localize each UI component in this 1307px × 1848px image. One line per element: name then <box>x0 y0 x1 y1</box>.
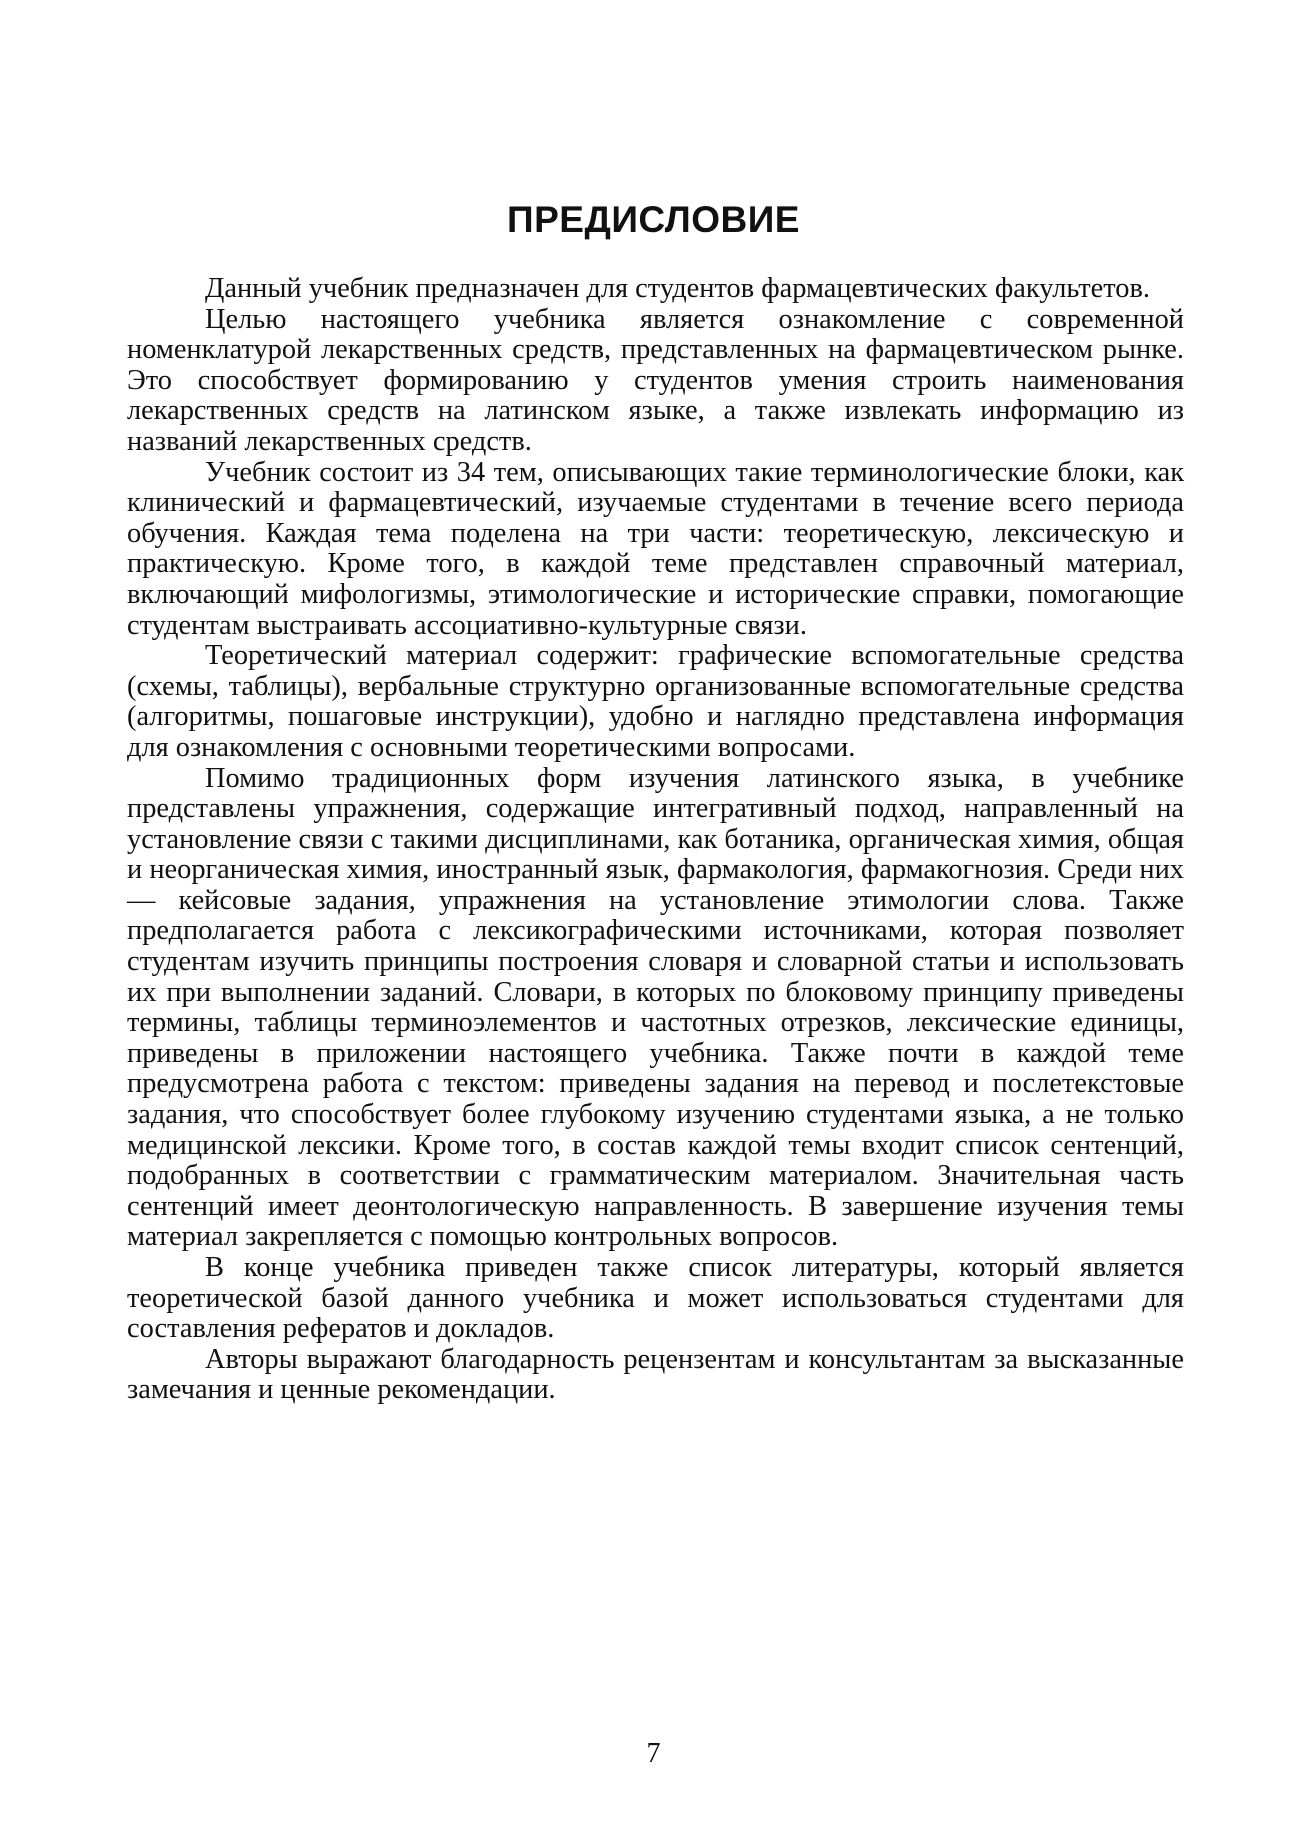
paragraph-exercises: Помимо традиционных форм изучения латинского языка, в учебнике представлены упражнения, содержащие интегративный подход, направленный на установление связи с такими дисциплинами, как ботаника, органическая химия, общая и неорганическая химия, иностранный язык, фармакология, фармакогнозия. Среди них — кейсовые задания, упражнения на установление этимологии слова. Также предполагается работа с лексикографическими источниками, которая позволяет студентам изучить принципы построения словаря и словарной статьи и использовать их при выполнении заданий. Словари, в которых по блоковому принципу приведены термины, таблицы терминоэлементов и частотных отрезков, лексические единицы, приведены в приложении настоящего учебника. Также почти в каждой теме предусмотрена работа с текстом: приведены задания на перевод и послетекстовые задания, что способствует более глубокому изучению студентами языка, а не только медицинской лексики. Кроме того, в состав каждой темы входит список сентенций, подобранных в соответствии с грамматическим материалом. Значительная часть сентенций имеет деонтологическую направленность. В завершение изучения темы материал закрепляется с помощью контрольных вопросов. <box>127 762 1184 1253</box>
paragraph-acknowledgements: Авторы выражают благодарность рецензентам и консультантам за высказанные замечания и ценные рекомендации. <box>127 1343 1184 1406</box>
paragraph-structure: Учебник состоит из 34 тем, описывающих такие терминологические блоки, как клинический и фармацевтический, изучаемые студентами в течение всего периода обучения. Каждая тема поделена на три части: теоретическую, лексическую и практическую. Кроме того, в каждой теме представлен справочный материал, включающий мифологизмы, этимологические и исторические справки, помогающие студентам выстраивать ассоциативно-культурные связи. <box>127 456 1184 641</box>
paragraph-purpose: Данный учебник предназначен для студентов фармацевтических факультетов. <box>205 273 1150 304</box>
paragraph-literature: В конце учебника приведен также список литературы, который является теоретической базой данного учебника и может использоваться студентами для составления рефератов и докладов. <box>127 1252 1184 1345</box>
body-text <box>127 274 1184 1406</box>
paragraph-theory: Теоретический материал содержит: графические вспомогательные средства (схемы, таблицы), вербальные структурно организованные вспомогательные средства (алгоритмы, пошаговые инструкции), удобно и наглядно представлена информация для ознакомления с основными теоретическими вопросами. <box>127 640 1184 763</box>
page-number: 7 <box>646 1738 661 1769</box>
paragraph-goal: Целью настоящего учебника является ознакомление с современной номенклатурой лекарственных средств, представленных на фармацевтическом рынке. Это способствует формированию у студентов умения строить наименования лекарственных средств на латинском языке, а также извлекать информацию из названий лекарственных средств. <box>127 303 1184 457</box>
page-title: ПРЕДИСЛОВИЕ <box>507 199 800 240</box>
